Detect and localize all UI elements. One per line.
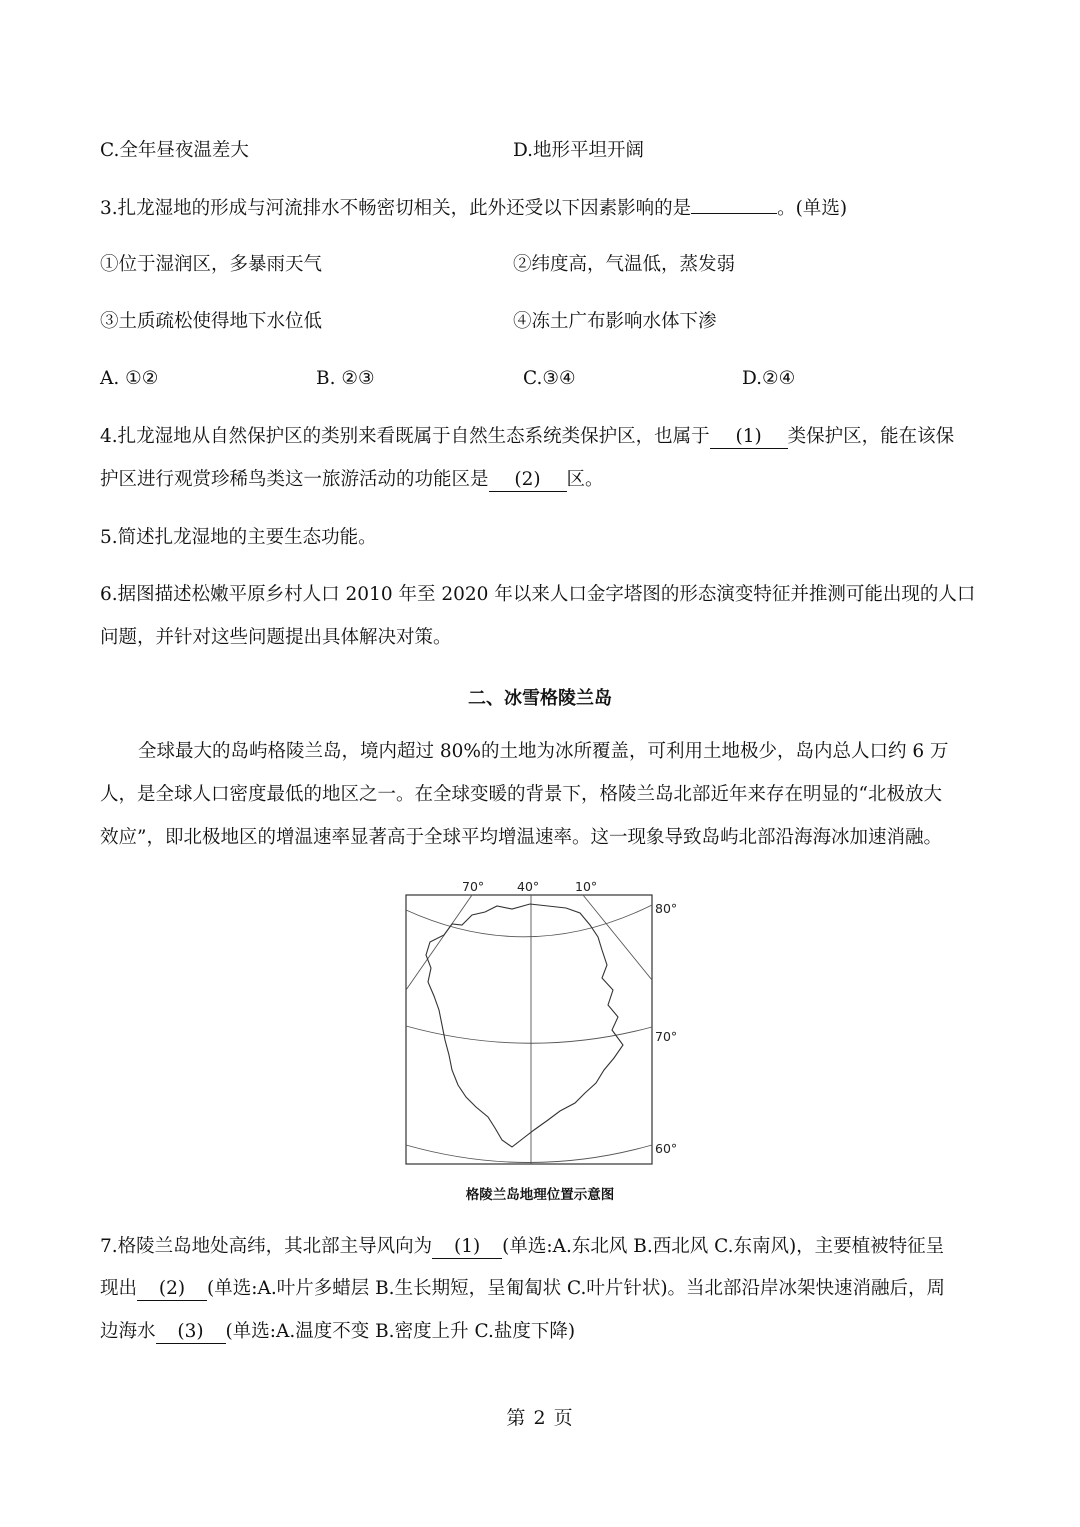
- latitude-label-60: 60°: [655, 1141, 678, 1156]
- q4-text-1-suffix: 类保护区，能在该保: [787, 426, 955, 447]
- q7-text-2: 现出: [100, 1278, 138, 1299]
- latitude-label-70: 70°: [655, 1029, 678, 1044]
- q6-line-2: 问题，并针对这些问题提出具体解决对策。: [100, 627, 452, 648]
- q3-stem-text: 3.扎龙湿地的形成与河流排水不畅密切相关，此外还受以下因素影响的是: [100, 198, 692, 219]
- q7-text-1-suffix: (单选:A.东北风 B.西北风 C.东南风)，主要植被特征呈: [502, 1236, 945, 1257]
- latitude-80-line: [406, 905, 652, 937]
- q4-text-2: 护区进行观赏珍稀鸟类这一旅游活动的功能区是: [100, 469, 489, 490]
- q2-option-c: C.全年昼夜温差大: [100, 140, 249, 161]
- q3-option-a: A. ①②: [100, 368, 159, 389]
- q7-blank-1[interactable]: (1): [432, 1238, 502, 1259]
- q7-text-1: 7.格陵兰岛地处高纬，其北部主导风向为: [100, 1236, 433, 1257]
- intro-paragraph-line-1: 全球最大的岛屿格陵兰岛，境内超过 80%的土地为冰所覆盖，可利用土地极少，岛内总人口约 6 万: [138, 741, 949, 762]
- intro-paragraph-line-3: 效应”，即北极地区的增温速率显著高于全球平均增温速率。这一现象导致岛屿北部沿海海冰加速消融。: [100, 827, 942, 848]
- q4-blank-1[interactable]: (1): [710, 428, 788, 449]
- q2-option-d: D.地形平坦开阔: [513, 140, 645, 161]
- q3-item-3: ③土质疏松使得地下水位低: [100, 311, 323, 332]
- section-title: 二、冰雪格陵兰岛: [468, 688, 612, 709]
- q4-text-2-suffix: 区。: [566, 469, 604, 490]
- latitude-60-line: [406, 1145, 652, 1163]
- q4-blank-2[interactable]: (2): [489, 471, 567, 492]
- page-number: 第 2 页: [506, 1407, 574, 1429]
- q7-line-3: [100, 1323, 575, 1344]
- q3-stem-suffix: 。(单选): [777, 198, 848, 219]
- q3-option-c: C.③④: [523, 368, 576, 389]
- q7-text-3: 边海水: [100, 1321, 156, 1342]
- q4-text-1: 4.扎龙湿地从自然保护区的类别来看既属于自然生态系统类保护区，也属于: [100, 426, 710, 447]
- q3-item-2: ②纬度高，气温低，蒸发弱: [513, 254, 736, 275]
- intro-paragraph-line-2: 人，是全球人口密度最低的地区之一。在全球变暖的背景下，格陵兰岛北部近年来存在明显的“北极放大: [100, 784, 942, 805]
- longitude-70-line: [406, 895, 472, 990]
- q3-item-1: ①位于湿润区，多暴雨天气: [100, 254, 323, 275]
- q7-text-2-suffix: (单选:A.叶片多蜡层 B.生长期短，呈匍匐状 C.叶片针状)。当北部沿岸冰架快速消融后，周: [207, 1278, 946, 1299]
- q7-text-3-suffix: (单选:A.温度不变 B.密度上升 C.盐度下降): [225, 1321, 576, 1342]
- map-caption: 格陵兰岛地理位置示意图: [465, 1187, 615, 1203]
- greenland-outline: [426, 904, 623, 1147]
- q7-line-1: [100, 1238, 944, 1259]
- q7-line-2: [100, 1280, 945, 1301]
- longitude-label-40: 40°: [517, 879, 540, 894]
- q5-text: 5.简述扎龙湿地的主要生态功能。: [100, 527, 377, 548]
- q7-blank-3[interactable]: (3): [156, 1323, 226, 1344]
- q3-item-4: ④冻土广布影响水体下渗: [513, 311, 717, 332]
- longitude-label-10: 10°: [575, 879, 598, 894]
- q3-option-b: B. ②③: [316, 368, 375, 389]
- q6-line-1: 6.据图描述松嫩平原乡村人口 2010 年至 2020 年以来人口金字塔图的形态演变特征并推测可能出现的人口: [100, 584, 976, 605]
- latitude-label-80: 80°: [655, 901, 678, 916]
- q3-option-d: D.②④: [742, 368, 796, 389]
- longitude-10-line: [583, 895, 652, 980]
- longitude-label-70: 70°: [462, 879, 485, 894]
- q7-blank-2[interactable]: (2): [137, 1280, 207, 1301]
